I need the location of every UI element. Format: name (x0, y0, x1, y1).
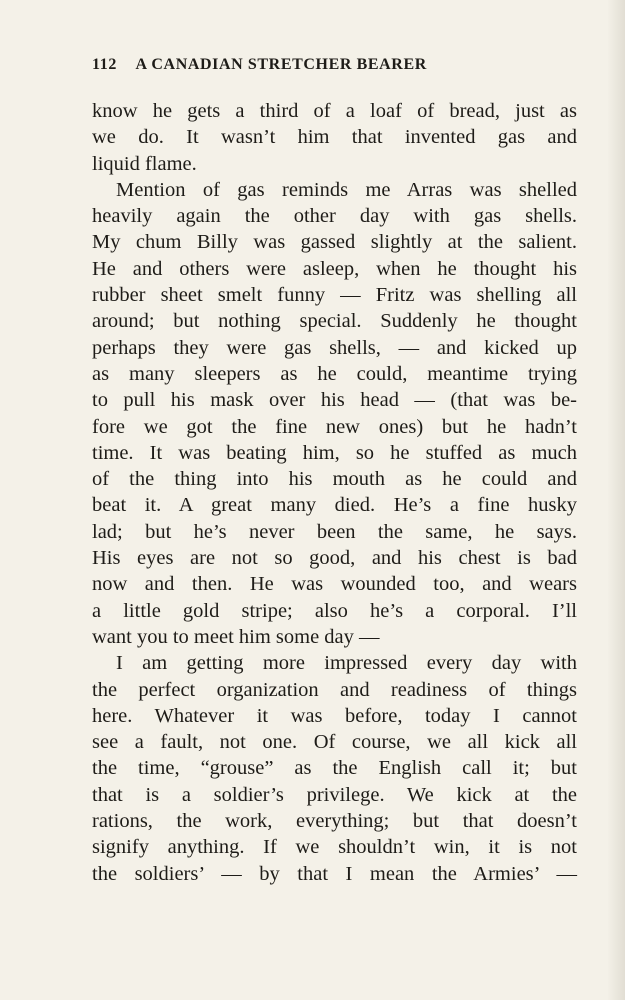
text-line: signify anything. If we shouldn’t win, it is not (92, 836, 577, 859)
text-line: Mention of gas reminds me Arras was shelled (116, 178, 577, 201)
text-line: want you to meet him some day — (92, 625, 380, 648)
text-line: I am getting more impressed every day with (116, 652, 577, 675)
text-line: the perfect organization and readiness of things (92, 678, 577, 701)
text-line: here. Whatever it was before, today I cannot (92, 704, 577, 727)
body-text (92, 98, 577, 887)
text-line: beat it. A great many died. He’s a fine husky (92, 494, 577, 517)
text-line: liquid flame. (92, 152, 197, 175)
text-line: the soldiers’ — by that I mean the Armies’ — (92, 862, 577, 885)
text-line: we do. It wasn’t him that invented gas and (92, 126, 577, 149)
running-title: A CANADIAN STRETCHER BEARER (135, 56, 427, 73)
text-line: fore we got the fine new ones) but he hadn’t (92, 415, 577, 438)
running-header (92, 56, 532, 74)
text-line: know he gets a third of a loaf of bread, just as (92, 100, 577, 122)
text-line: time. It was beating him, so he stuffed as much (92, 441, 577, 464)
text-line: a little gold stripe; also he’s a corporal. I’ll (92, 599, 577, 622)
paragraph (92, 650, 577, 887)
text-line: to pull his mask over his head — (that was be- (92, 389, 577, 412)
text-line: He and others were asleep, when he thought his (92, 257, 577, 280)
text-line: of the thing into his mouth as he could and (92, 468, 577, 491)
page-edge-shadow (607, 0, 625, 1000)
paragraph (92, 177, 577, 650)
text-line: His eyes are not so good, and his chest is bad (92, 547, 577, 570)
text-line: see a fault, not one. Of course, we all kick all (92, 731, 577, 754)
paragraph (92, 98, 577, 177)
text-line: as many sleepers as he could, meantime trying (92, 362, 577, 385)
text-line: rubber sheet smelt funny — Fritz was shelling all (92, 284, 577, 307)
text-line: lad; but he’s never been the same, he says. (92, 520, 577, 543)
text-line: perhaps they were gas shells, — and kicked up (92, 336, 577, 359)
text-line: around; but nothing special. Suddenly he thought (92, 310, 577, 333)
text-line: heavily again the other day with gas shells. (92, 205, 577, 228)
text-line: the time, “grouse” as the English call it; but (92, 757, 577, 780)
text-line: now and then. He was wounded too, and wears (92, 573, 577, 596)
text-line: My chum Billy was gassed slightly at the salient. (92, 231, 577, 254)
text-line: rations, the work, everything; but that doesn’t (92, 810, 577, 833)
text-line: that is a soldier’s privilege. We kick at the (92, 783, 577, 806)
page-number: 112 (92, 56, 117, 73)
